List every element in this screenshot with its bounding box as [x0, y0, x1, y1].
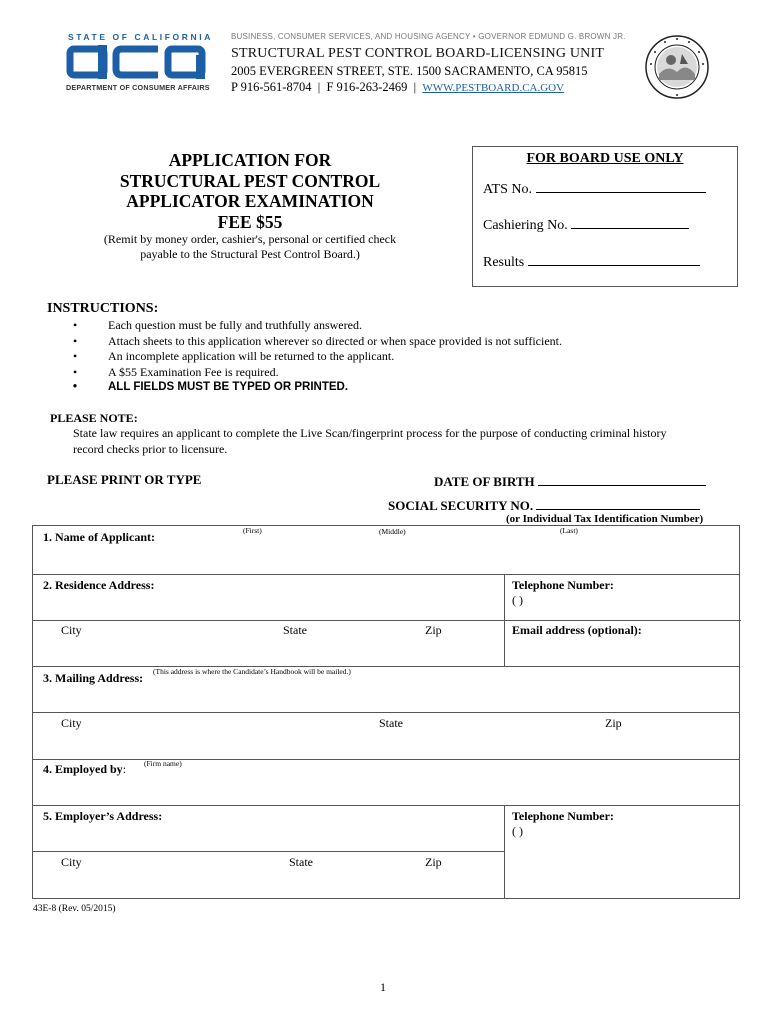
- row-divider: [33, 620, 504, 621]
- applicant-form: [32, 525, 740, 899]
- list-item: • Attach sheets to this application wherever so directed or when space provided is not sufficient.: [73, 333, 562, 348]
- column-divider: [504, 805, 505, 899]
- zip-caption: Zip: [425, 855, 442, 869]
- row-divider: [33, 851, 504, 852]
- zip-caption: Zip: [605, 716, 622, 730]
- results-label: Results: [483, 255, 525, 270]
- employer-telephone-label: Telephone Number:: [512, 809, 614, 823]
- last-name-caption: (Last): [560, 526, 578, 535]
- row-divider: [33, 805, 739, 806]
- bullet-icon: •: [73, 333, 78, 348]
- middle-name-caption: (Middle): [379, 527, 406, 536]
- column-divider: [504, 574, 505, 666]
- board-title: STRUCTURAL PEST CONTROL BOARD-LICENSING UNIT: [231, 46, 605, 61]
- instructions-list: [70, 318, 562, 396]
- employer-address-label: 5. Employer’s Address:: [43, 809, 163, 823]
- board-contact: [231, 80, 564, 95]
- cashiering-line[interactable]: [571, 215, 689, 229]
- note-text: State law requires an applicant to complete the Live Scan/fingerprint process for the purpose of conducting criminal history record checks prior to licensure.: [73, 426, 667, 456]
- results-line[interactable]: [528, 252, 700, 266]
- dob-line[interactable]: [538, 472, 706, 486]
- board-use-heading: FOR BOARD USE ONLY: [526, 151, 684, 166]
- mailing-address-note: (This address is where the Candidate’s Handbook will be mailed.): [153, 667, 351, 676]
- ssn-field[interactable]: [388, 496, 700, 514]
- title-line-1: APPLICATION FOR: [168, 150, 332, 170]
- cashiering-label: Cashiering No.: [483, 218, 568, 233]
- firm-name-caption: (Firm name): [144, 759, 182, 768]
- cashiering-field[interactable]: [483, 215, 689, 234]
- row-divider: [33, 574, 739, 575]
- fax-number: F 916-263-2469: [326, 80, 408, 94]
- telephone-number-label: Telephone Number:: [512, 578, 614, 592]
- bullet-icon: •: [73, 364, 78, 379]
- ats-label: ATS No.: [483, 182, 533, 197]
- revision-label: 43E-8 (Rev. 05/2015): [33, 904, 116, 914]
- state-caption: State: [283, 623, 307, 637]
- ssn-label: SOCIAL SECURITY NO.: [388, 498, 534, 513]
- note-heading: PLEASE NOTE:: [50, 411, 138, 425]
- bullet-icon: •: [73, 381, 78, 394]
- ats-line[interactable]: [536, 179, 706, 193]
- agency-line: BUSINESS, CONSUMER SERVICES, AND HOUSING AGENCY • GOVERNOR EDMUND G. BROWN JR.: [231, 32, 626, 41]
- dob-field[interactable]: [434, 472, 706, 490]
- title-line-2: STRUCTURAL PEST CONTROL: [119, 170, 381, 191]
- title-line-3: APPLICATOR EXAMINATION: [126, 191, 374, 211]
- phone-number: P 916-561-8704: [231, 80, 312, 94]
- row-divider: [504, 620, 741, 621]
- separator: |: [410, 80, 420, 94]
- board-address: 2005 EVERGREEN STREET, STE. 1500 SACRAMENTO, CA 95815: [231, 64, 588, 78]
- list-item: • Each question must be fully and truthfully answered.: [73, 318, 362, 332]
- mailing-address-label: 3. Mailing Address:: [43, 671, 144, 685]
- ats-field[interactable]: [483, 179, 706, 198]
- state-caption: State: [379, 716, 403, 730]
- employed-by-label: 4. Employed by:: [43, 762, 127, 776]
- list-item: • An incomplete application will be returned to the applicant.: [73, 349, 395, 364]
- employer-telephone-area-code[interactable]: ( ): [512, 824, 523, 838]
- state-label: STATE OF CALIFORNIA: [68, 32, 213, 42]
- list-item: • A $55 Examination Fee is required.: [73, 364, 279, 379]
- remit-note: (Remit by money order, cashier's, personal or certified check payable to the Structural Pest Control Board.): [103, 232, 397, 261]
- zip-caption: Zip: [425, 623, 442, 637]
- list-item: • ALL FIELDS MUST BE TYPED OR PRINTED.: [70, 380, 562, 396]
- form-title: [90, 150, 410, 232]
- state-caption: State: [289, 855, 313, 869]
- page-number: 1: [380, 980, 386, 994]
- city-caption: City: [61, 623, 82, 637]
- row-divider: [33, 666, 739, 667]
- telephone-area-code[interactable]: ( ): [512, 593, 523, 607]
- website-link[interactable]: WWW.PESTBOARD.CA.GOV: [422, 82, 565, 94]
- first-name-caption: (First): [243, 526, 262, 535]
- bullet-icon: •: [73, 349, 78, 364]
- name-of-applicant-label: 1. Name of Applicant:: [43, 530, 155, 544]
- row-divider: [33, 759, 739, 760]
- print-or-type-label: PLEASE PRINT OR TYPE: [47, 472, 202, 487]
- itin-note: (or Individual Tax Identification Number): [506, 513, 704, 525]
- email-address-label: Email address (optional):: [512, 623, 642, 637]
- city-caption: City: [61, 716, 82, 730]
- results-field[interactable]: [483, 252, 700, 271]
- row-divider: [33, 712, 739, 713]
- dob-label: DATE OF BIRTH: [434, 474, 535, 489]
- california-seal-icon: [644, 34, 710, 100]
- residence-address-label: 2. Residence Address:: [43, 578, 155, 592]
- city-caption: City: [61, 855, 82, 869]
- dca-logo: [66, 45, 206, 79]
- board-use-box: [472, 146, 738, 287]
- instructions-heading: INSTRUCTIONS:: [47, 301, 159, 316]
- separator: |: [314, 80, 324, 94]
- title-fee: FEE $55: [217, 211, 283, 232]
- ssn-line[interactable]: [536, 496, 700, 510]
- bullet-icon: •: [73, 318, 78, 332]
- department-label: DEPARTMENT OF CONSUMER AFFAIRS: [66, 83, 210, 92]
